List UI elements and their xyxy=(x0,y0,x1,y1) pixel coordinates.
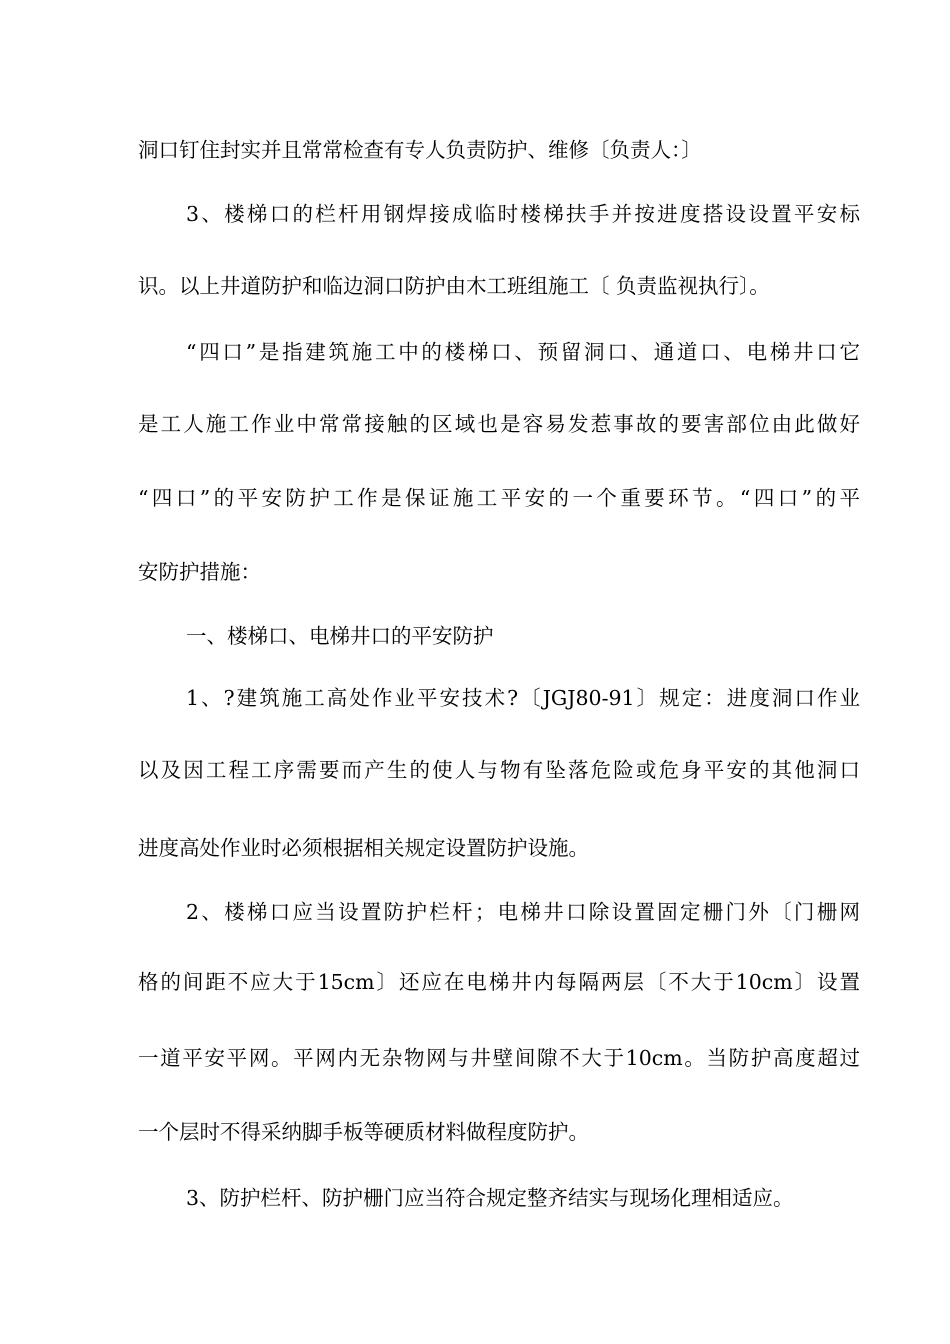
text-line-4: “四口”是指建筑施工中的楼梯口、预留洞口、通道口、电梯井口它 xyxy=(186,340,860,364)
text-line-7: 安防护措施： xyxy=(138,560,261,584)
text-line-3: 识。以上井道防护和临边洞口防护由木工班组施工〔 负责监视执行〕。 xyxy=(138,274,770,298)
text-line-12: 2、楼梯口应当设置防护栏杆；电梯井口除设置固定栅门外〔门栅网 xyxy=(186,900,860,924)
text-line-11: 进度高处作业时必须根据相关规定设置防护设施。 xyxy=(138,836,589,860)
text-line-15: 一个层时不得采纳脚手板等硬质材料做程度防护。 xyxy=(138,1120,589,1144)
text-line-14: 一道平安平网。平网内无杂物网与井壁间隙不大于10cm。当防护高度超过 xyxy=(138,1046,860,1070)
text-line-1: 洞口钉住封实并且常常检查有专人负责防护、维修〔负责人：〕 xyxy=(138,138,702,162)
text-line-5: 是工人施工作业中常常接触的区域也是容易发惹事故的要害部位由此做好 xyxy=(138,412,860,436)
text-line-6: “四口”的平安防护工作是保证施工平安的一个重要环节。“四口”的平 xyxy=(138,486,860,510)
text-line-16: 3、防护栏杆、防护栅门应当符合规定整齐结实与现场化理相适应。 xyxy=(186,1186,794,1210)
text-line-13: 格的间距不应大于15cm〕还应在电梯井内每隔两层〔不大于10cm〕设置 xyxy=(138,970,860,994)
text-line-2: 3、楼梯口的栏杆用钢焊接成临时楼梯扶手并按进度搭设设置平安标 xyxy=(186,202,860,226)
text-line-10: 以及因工程工序需要而产生的使人与物有坠落危险或危身平安的其他洞口 xyxy=(138,758,860,782)
text-line-9: 1、?建筑施工高处作业平安技术?〔JGJ80-91〕规定：进度洞口作业 xyxy=(186,686,860,710)
section-heading: 一、楼梯口、电梯井口的平安防护 xyxy=(186,624,494,648)
